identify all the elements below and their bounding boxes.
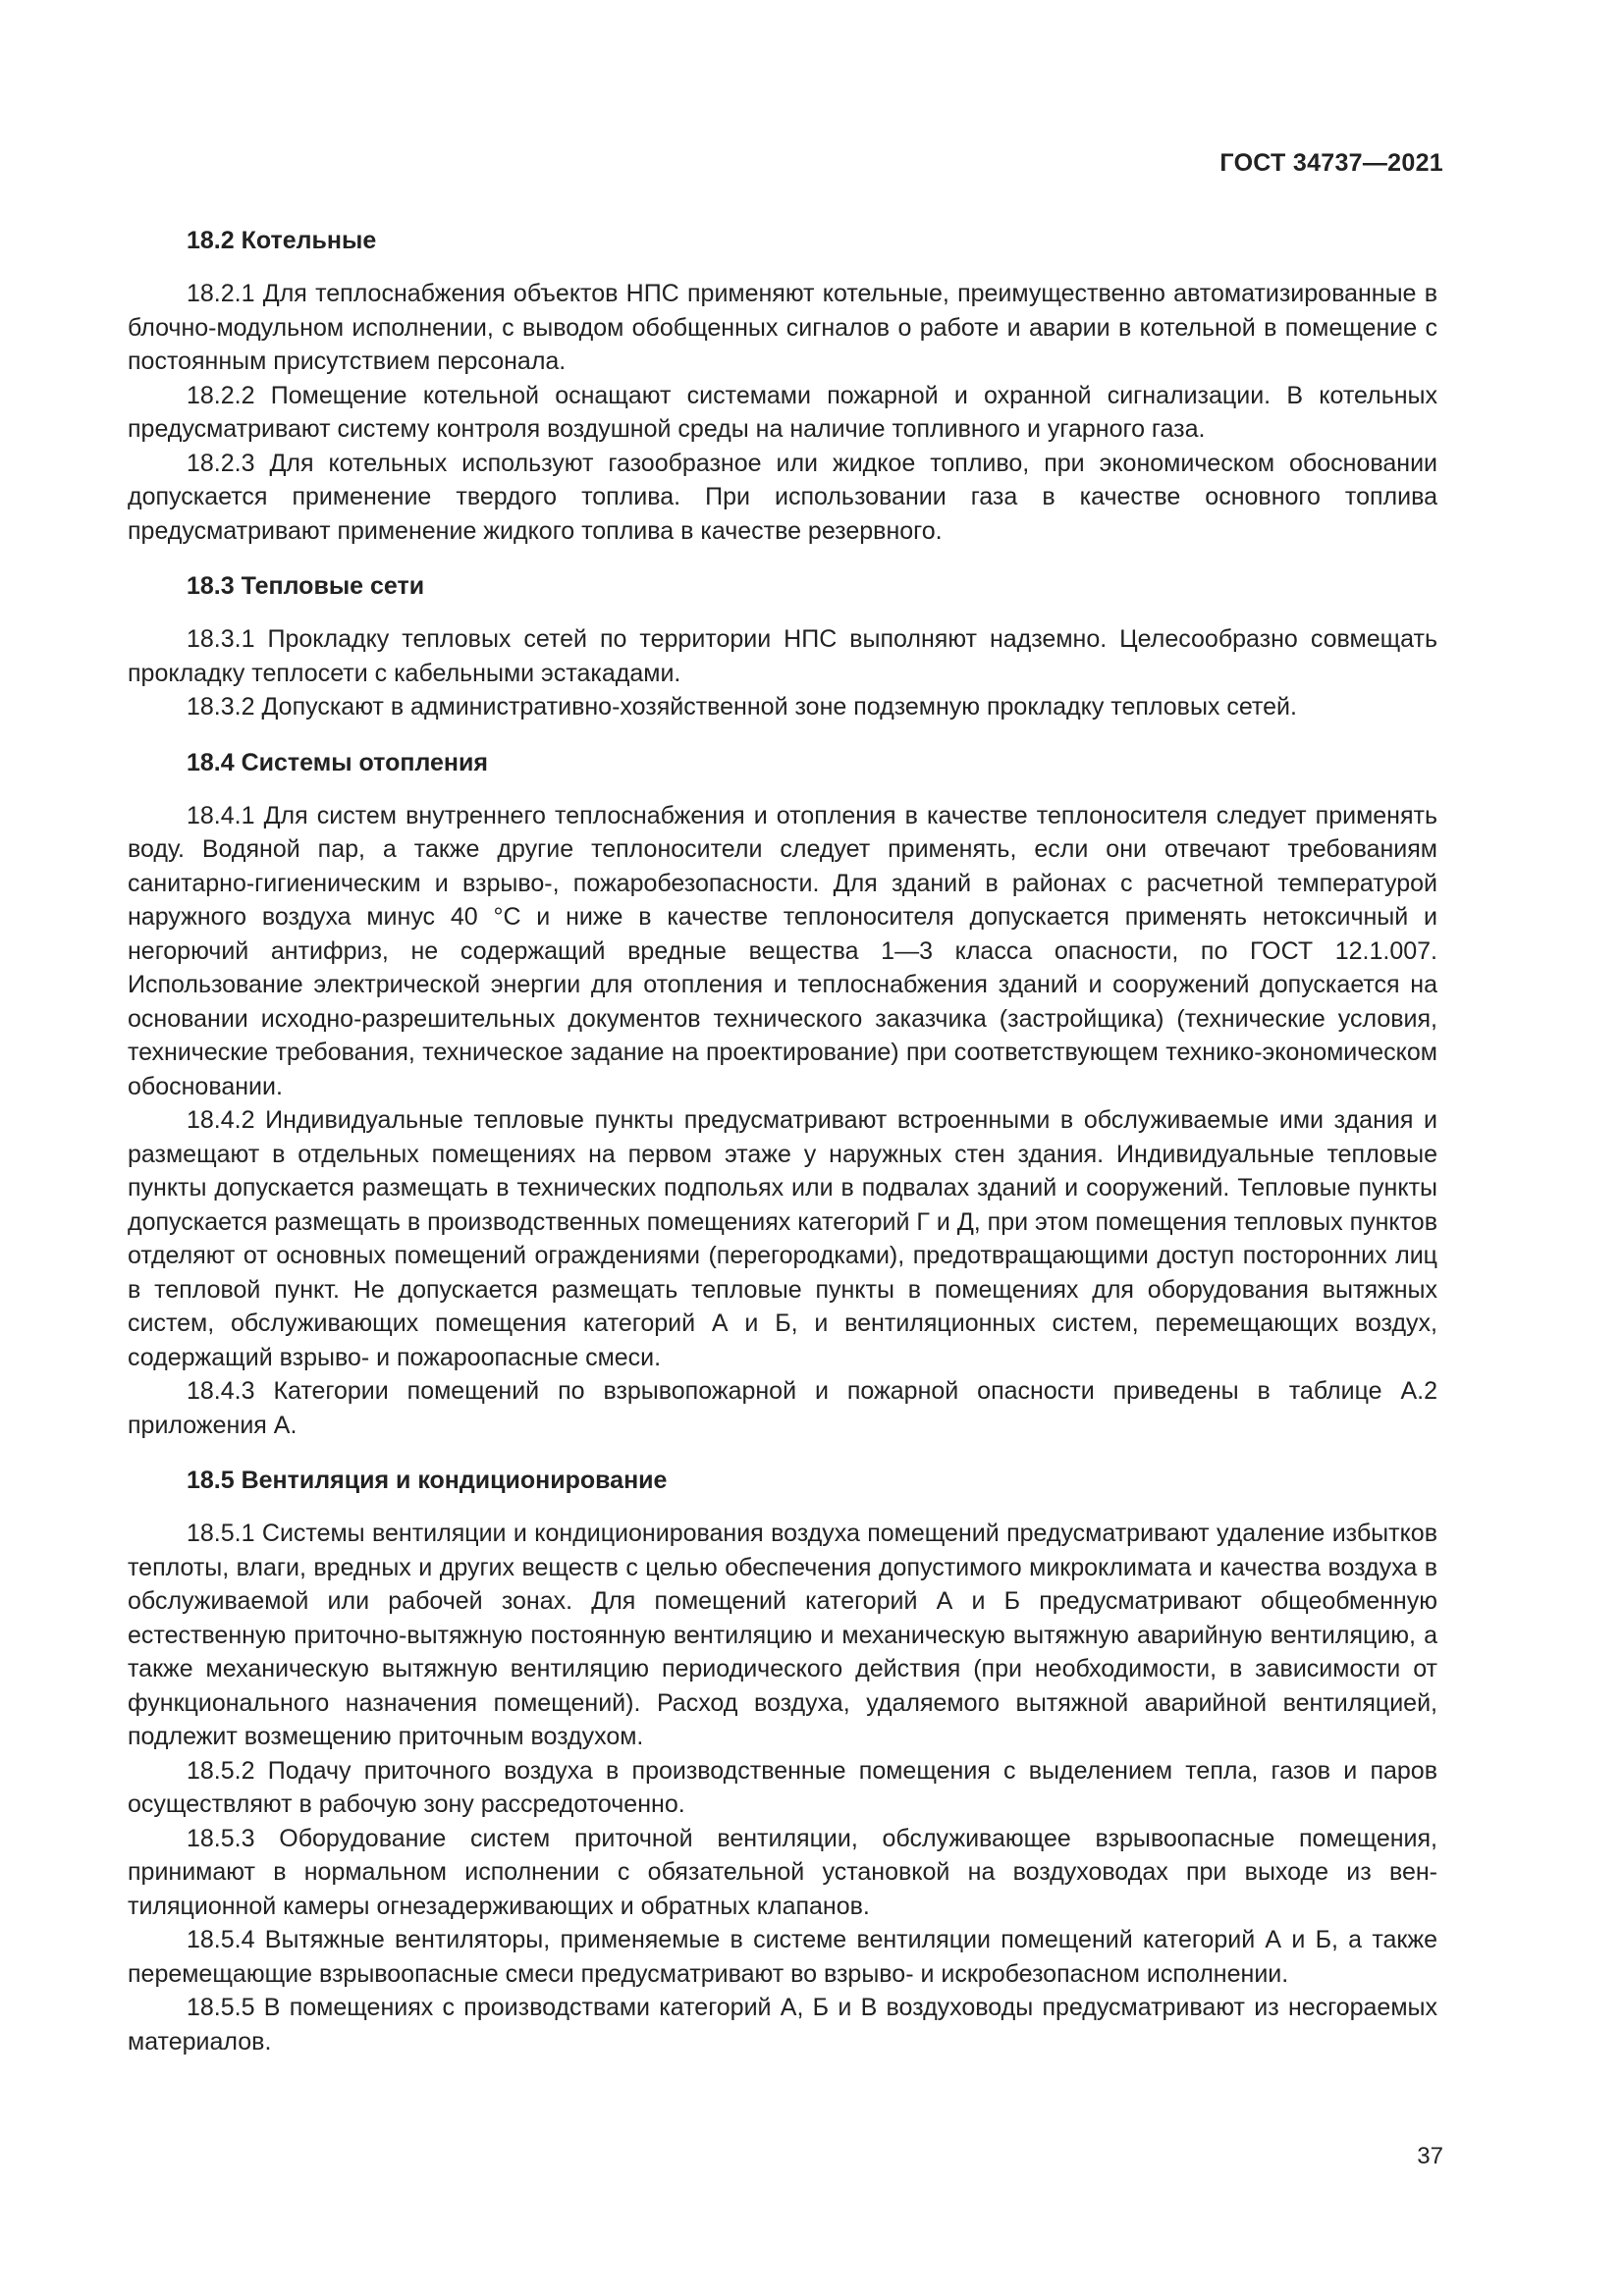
section-18-4: [128, 746, 1437, 1443]
paragraph-18-5-1: 18.5.1 Системы вентиляции и кондиционирования воздуха помещений предусматривают удаление избытков теплоты, влаги, вредных и других веществ с целью обеспечения допустимого микроклимата и качества воздуха в обслуживаемой или рабочей зонах. Для помещений категорий А и Б предусматривают общеобменную естественную приточно-вытяжную постоянную вентиляцию и механическую вытяжную аварийную вентиляцию, а также механическую вытяжную вентиляцию периодического действия (при необходимости, в зависимости от функционального назначения помещений). Расход воздуха, удаляемого вытяжной аварийной вентиляцией, подлежит возмещению приточным воздухом.: [128, 1520, 1437, 1750]
paragraph-18-4-3: 18.4.3 Категории помещений по взрывопожарной и пожарной опасности приведены в таблице А.2 приложения А.: [128, 1377, 1437, 1439]
section-18-2: [128, 224, 1437, 548]
paragraph-18-4-2: 18.4.2 Индивидуальные тепловые пункты предусматривают встроенными в обслуживаемые ими здания и размещают в отдельных помещениях на первом этаже у наружных стен здания. Индивидуальные тепловые пункты допускается размещать в технических подпольях или в подвалах зданий и сооружений. Тепловые пункты допускается размещать в производственных помещениях категорий Г и Д, при этом помещения тепловых пунктов отделяют от основных помещений ограждениями (перегородками), предотвращающими доступ посторонних лиц в тепловой пункт. Не допускается размещать тепловые пункты в помещениях для оборудования вытяжных систем, обслуживающих помещения категорий А и Б, и вентиляционных систем, перемещающих воздух, содержащий взрыво- и пожароопасные смеси.: [128, 1106, 1437, 1371]
section-18-5: [128, 1464, 1437, 2058]
document-id-header: ГОСТ 34737—2021: [1219, 149, 1443, 177]
paragraph-18-2-1: 18.2.1 Для теплоснабжения объектов НПС применяют котельные, преимущественно автоматизированные в блочно-модульном исполнении, с выводом обобщенных сигналов о работе и аварии в котельной в помещение с постоянным присутствием персонала.: [128, 280, 1437, 375]
section-18-3: [128, 569, 1437, 724]
paragraph-18-5-5: 18.5.5 В помещениях с производствами категорий А, Б и В воздуховоды предусматривают из несгораемых материалов.: [128, 1994, 1437, 2056]
paragraph-18-5-4: 18.5.4 Вытяжные вентиляторы, применяемые в системе вентиляции помещений категорий А и Б, а также перемещающие взрывоопасные смеси предусматривают во взрыво- и искробезопасном исполнении.: [128, 1926, 1437, 1988]
section-heading: 18.2 Котельные: [187, 227, 377, 254]
paragraph-18-5-3: 18.5.3 Оборудование систем приточной вентиляции, обслуживающее взрывоопасные помещения, принимают в нормальном исполнении с обязательной установкой на воздуховодах при выходе из вентиляционной камеры огнезадерживающих и обратных клапанов.: [128, 1824, 1437, 1920]
document-body: [128, 224, 1437, 2066]
paragraph-18-5-2: 18.5.2 Подачу приточного воздуха в производственные помещения с выделением тепла, газов и паров осуществляют в рабочую зону рассредоточенно.: [128, 1756, 1437, 1818]
section-heading: 18.4 Системы отопления: [187, 748, 488, 776]
paragraph-18-2-2: 18.2.2 Помещение котельной оснащают системами пожарной и охранной сигнализации. В котельных предусматривают систему контроля воздушной среды на наличие топливного и угарного газа.: [128, 381, 1437, 443]
section-heading: 18.3 Тепловые сети: [187, 572, 425, 600]
paragraph-18-4-1: 18.4.1 Для систем внутреннего теплоснабжения и отопления в качестве теплоносителя следует применять воду. Водяной пар, а также другие теплоносители следует применять, если они отвечают требованиям санитарно-гигиеническим и взрыво-, пожаробезопасности. Для зданий в районах с расчетной температурой наружного воздуха минус 40 °С и ниже в качестве теплоносителя допускается применять нетоксичный и негорючий антифриз, не содержащий вредные вещества 1—3 класса опасности, по ГОСТ 12.1.007. Использование электрической энергии для отопления и теплоснабжения зданий и сооружений допускается на основании исходно-разрешительных документов технического заказчика (застройщика) (технические условия, технические требования, техническое задание на проектирование) при соответствующем технико-экономическом обосновании.: [128, 801, 1437, 1100]
page-number: 37: [1417, 2143, 1443, 2169]
paragraph-18-2-3: 18.2.3 Для котельных используют газообразное или жидкое топливо, при экономическом обосновании допускается применение твердого топлива. При использовании газа в качестве основного топлива предусматривают применение жидкого топлива в качестве резервного.: [128, 449, 1437, 545]
section-heading: 18.5 Вентиляция и кондиционирование: [187, 1467, 668, 1494]
paragraph-18-3-1: 18.3.1 Прокладку тепловых сетей по территории НПС выполняют надземно. Целесообразно совмещать прокладку теплосети с кабельными эстакадами.: [128, 625, 1437, 687]
paragraph-18-3-2: 18.3.2 Допускают в административно-хозяйственной зоне подземную прокладку тепловых сетей.: [187, 693, 1297, 721]
